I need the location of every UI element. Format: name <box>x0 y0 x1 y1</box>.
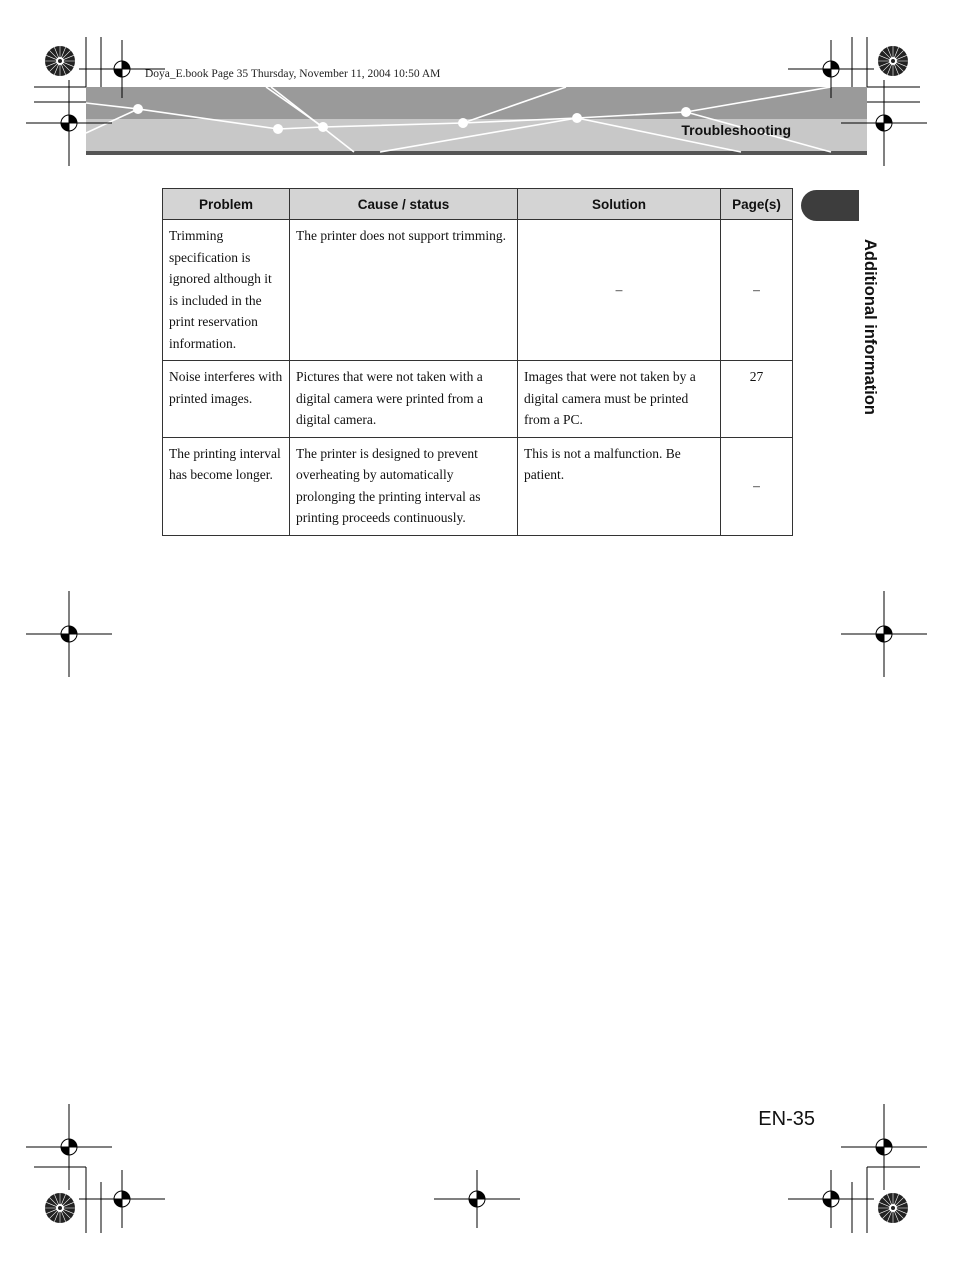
problem-cell: Trimming specification is ignored although it is included in the print reservation information. <box>163 220 290 361</box>
table-header-row <box>163 189 793 220</box>
section-title: Troubleshooting <box>681 122 791 138</box>
solution-cell: – <box>518 220 721 361</box>
column-header-problem: Problem <box>163 189 290 220</box>
cause-cell: The printer does not support trimming. <box>290 220 518 361</box>
cause-cell: Pictures that were not taken with a digital camera were printed from a digital camera. <box>290 361 518 438</box>
column-header-solution: Solution <box>518 189 721 220</box>
header-banner <box>86 87 867 155</box>
side-tab-label: Additional information <box>861 239 879 415</box>
pages-cell: – <box>721 437 793 535</box>
table-row <box>163 361 793 438</box>
table-row <box>163 437 793 535</box>
cause-cell: The printer is designed to prevent overheating by automatically prolonging the printing interval as printing proceeds continuously. <box>290 437 518 535</box>
solution-cell: Images that were not taken by a digital camera must be printed from a PC. <box>518 361 721 438</box>
column-header-cause: Cause / status <box>290 189 518 220</box>
pages-cell: – <box>721 220 793 361</box>
column-header-pages: Page(s) <box>721 189 793 220</box>
section-tab-marker <box>801 190 859 221</box>
troubleshooting-table <box>162 188 793 536</box>
problem-cell: Noise interferes with printed images. <box>163 361 290 438</box>
print-info-line: Doya_E.book Page 35 Thursday, November 11, 2004 10:50 AM <box>145 68 441 80</box>
problem-cell: The printing interval has become longer. <box>163 437 290 535</box>
page-number: EN-35 <box>758 1108 815 1130</box>
pages-cell: 27 <box>721 361 793 438</box>
solution-cell: This is not a malfunction. Be patient. <box>518 437 721 535</box>
table-row <box>163 220 793 361</box>
